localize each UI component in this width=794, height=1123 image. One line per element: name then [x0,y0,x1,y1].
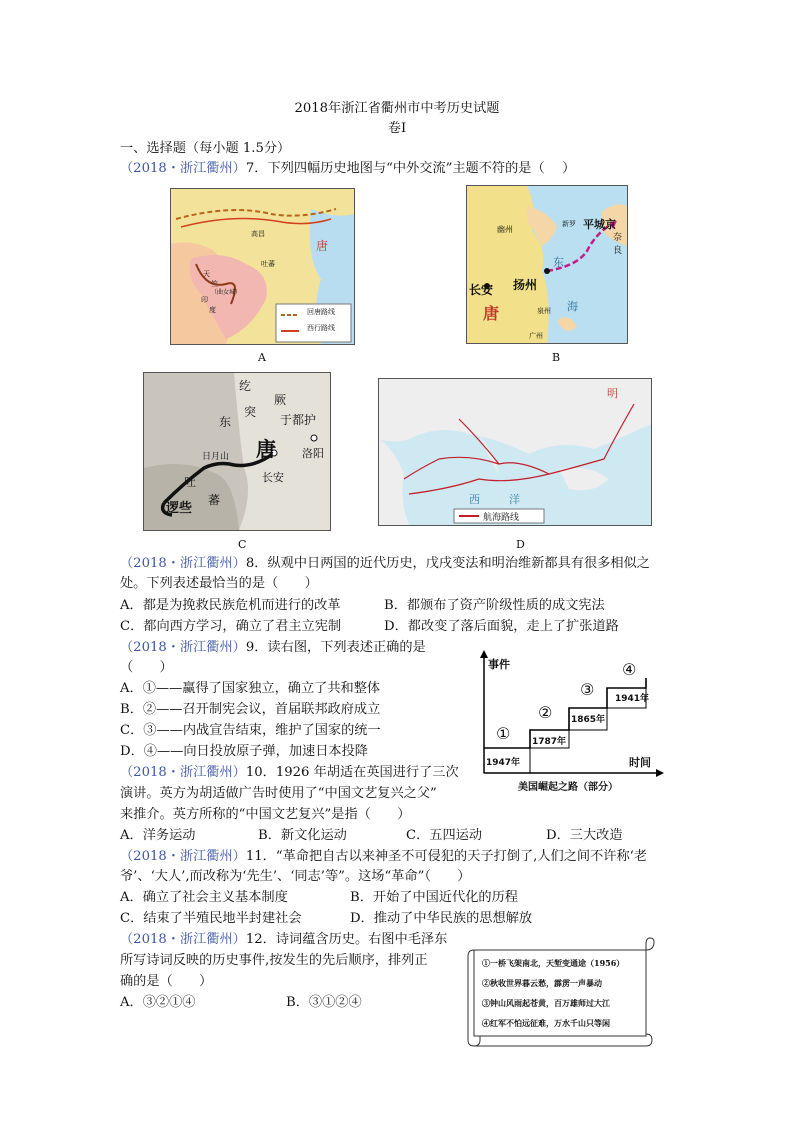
map-a-label: A [258,351,266,364]
chart-xlabel: 时间 [629,756,651,769]
scroll-drawing [466,936,662,1048]
map-c-place: 吐 [184,475,197,489]
option-c: C．③——内战宣告结束，维护了国家的统一 [120,723,381,738]
option-d: D．三大改造 [546,828,623,843]
map-c-place: 蕃 [208,493,221,507]
question-9 [120,639,426,657]
poem-scroll [466,936,662,1048]
chart-step-mark: ③ [580,680,595,699]
question-stem-line: 爷’、‘大人’,而改称为‘先生’、‘同志’等”。这场“革命”（ ） [120,869,471,884]
map-a-place: 天 [203,270,210,278]
option-c: C．五四运动 [406,828,483,843]
map-c-place: 厥 [274,393,287,407]
question-stem: 9．读右图，下列表述正确的是 [245,640,426,655]
option-a: A．确立了社会主义基本制度 [120,890,288,905]
staircase-chart [474,648,664,796]
map-a-place: （曲女城） [211,289,242,296]
option-b: B．开始了中国近代化的历程 [350,890,518,905]
section-heading: 一、选择题（每小题 1.5分） [120,141,291,156]
map-b-place: 长安 [469,283,494,297]
chart-step-year: 1947年 [486,758,521,768]
question-stem-line: 确的是（ ） [120,974,213,989]
map-c-place: 纥 [239,379,252,393]
scroll-line: ②秋收世界暮云愁，霹雳一声暴动 [482,978,602,988]
map-d-legend: 航海路线 [483,513,520,523]
question-8 [120,555,650,573]
chart-step-mark: ④ [622,660,637,679]
question-11 [120,848,647,866]
scroll-line: ④红军不怕远征难，万水千山只等闲 [482,1018,610,1028]
question-stem-line: 所写诗词反映的历史事件,按发生的先后顺序，排列正 [120,953,428,968]
map-d-place: 明 [607,387,618,400]
question-source: （2018・浙江衢州） [120,849,246,864]
map-c-place: 唐 [256,437,276,461]
map-a-place: 竺 [211,280,218,288]
map-b-place: 广州 [529,332,543,340]
question-source: （2018・浙江衢州） [120,640,246,655]
scroll-line: ③钟山风雨起苍黄，百万雄师过大江 [482,998,610,1008]
question-7 [120,160,575,178]
question-stem: 7．下列四幅历史地图与“中外交流”主题不符的是（ ） [245,161,576,176]
chart-step-year: 1941年 [615,694,650,704]
map-d-label: D [516,538,525,551]
map-a-place: 度 [209,306,216,314]
map-c-place: 东 [219,415,232,429]
chart-step-mark: ① [496,724,511,743]
map-a-legend-2: 西行路线 [307,324,335,332]
option-a: A．洋务运动 [120,828,196,843]
scroll-line: ①一桥飞架南北，天堑变通途（1956） [482,958,625,968]
map-b [466,185,628,344]
map-c-place: 长安 [262,471,284,484]
question-paren: （ ） [120,660,173,675]
question-stem-line: 12．诗词蕴含历史。右图中毛泽东 [245,932,448,947]
option-c: C．结束了半殖民地半封建社会 [120,911,302,926]
map-b-place: 幽州 [497,225,513,234]
option-a: A．③②①④ [120,995,196,1010]
question-source: （2018・浙江衢州） [120,765,246,780]
question-source: （2018・浙江衢州） [120,161,246,176]
map-a-place: 唐 [316,239,329,253]
map-b-place: 东 [553,256,564,269]
option-b: B．③①②④ [286,995,362,1010]
map-c-place: 逻些 [166,501,193,516]
question-10 [120,764,459,782]
question-stem-line: 10．1926 年胡适在英国进行了三次 [245,765,459,780]
map-a-place: 印 [201,296,208,304]
map-a-place: 吐蕃 [261,260,275,268]
option-d: D．④——向日投放原子弹，加速日本投降 [120,744,368,759]
option-d: D．都改变了落后面貌，走上了扩张道路 [384,619,619,634]
option-b: B．都颁布了资产阶级性质的成文宪法 [384,598,605,613]
document-title: 2018年浙江省衢州市中考历史试题 [294,101,500,116]
map-c-place: 日月山 [202,452,230,462]
option-c: C．都向西方学习，确立了君主立宪制 [120,619,342,634]
document-subtitle: 卷Ⅰ [387,121,407,136]
map-b-place: 唐 [483,304,500,323]
chart-step-mark: ② [538,703,553,722]
map-b-place: 平城京 [583,218,616,231]
map-a-legend-1: 回唐路线 [307,308,335,316]
question-stem-line: 处。下列表述最恰当的是（ ） [120,576,318,591]
map-c-place: 于都护 [280,413,317,427]
map-a [170,188,355,345]
option-a: A．①——赢得了国家独立，确立了共和整体 [120,681,381,696]
question-stem-line: 11．“革命把自古以来神圣不可侵犯的天子打倒了,人们之间不许称‘老 [245,849,648,864]
map-b-place: 泉州 [537,307,551,315]
question-12 [120,931,447,949]
map-d-place: 西 [469,493,480,506]
map-d-place: 洋 [509,493,520,506]
chart-step-year: 1787年 [532,737,567,747]
option-a: A．都是为挽救民族危机而进行的改革 [120,598,341,613]
map-c-place: 洛阳 [302,447,324,460]
question-stem-line: 8．纵观中日两国的近代历史，戊戌变法和明治维新都具有很多相似之 [245,556,650,571]
chart-caption: 美国崛起之路（部分） [518,782,618,793]
question-stem-line: 演讲。英方为胡适做广告时使用了“中国文艺复兴之父” [120,786,437,801]
map-c-place: 突 [244,405,257,419]
option-b: B．②——召开制宪会议，首届联邦政府成立 [120,702,381,717]
map-b-label: B [552,351,561,364]
chart-ylabel: 事件 [488,658,510,671]
map-c [143,372,331,531]
question-source: （2018・浙江衢州） [120,556,246,571]
map-b-place: 海 [567,300,578,313]
option-d: D．推动了中华民族的思想解放 [350,911,533,926]
chart-step-year: 1865年 [571,715,606,725]
option-b: B．新文化运动 [258,828,347,843]
map-a-place: 高昌 [251,230,265,238]
question-source: （2018・浙江衢州） [120,932,246,947]
map-d [378,378,652,526]
map-b-place: 新罗 [562,220,576,228]
map-b-place: 奈良 [613,233,623,256]
question-stem-line: 来推介。英方所称的“中国文艺复兴”是指（ ） [120,807,411,822]
map-c-label: C [238,538,247,551]
map-b-place: 扬州 [513,278,538,292]
